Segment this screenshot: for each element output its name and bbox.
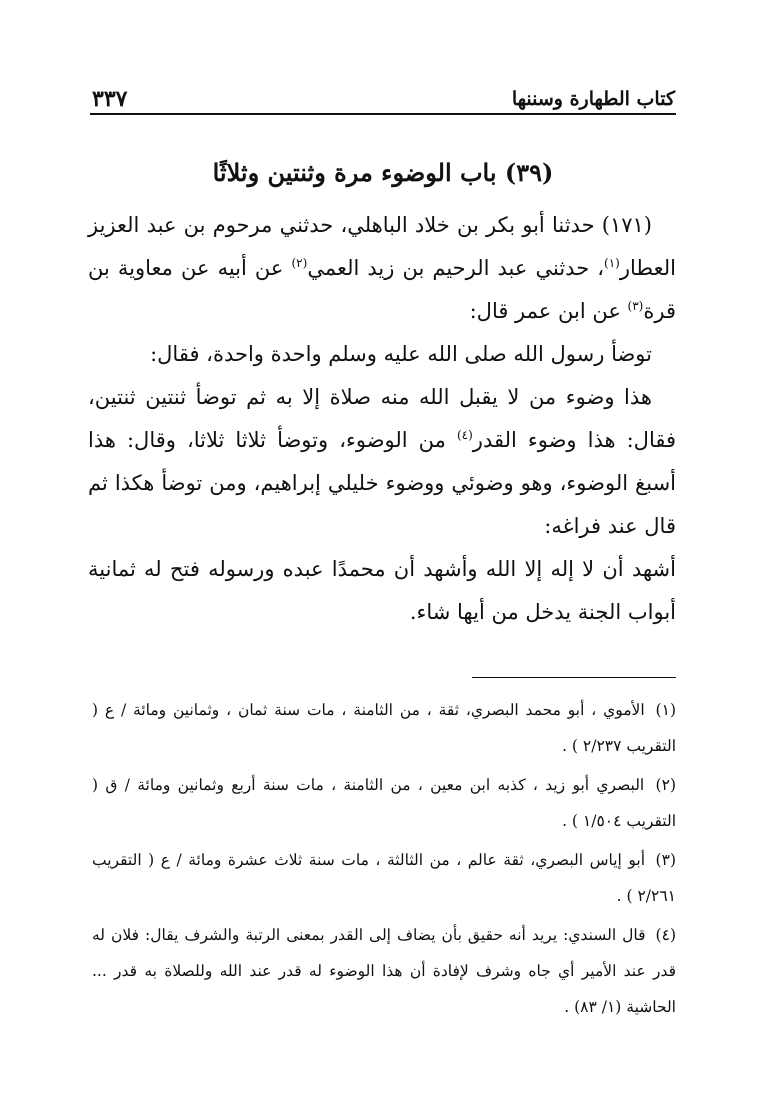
footnote-ref-4[interactable]: (٤) [456,428,473,442]
chapter-heading: (٣٩) باب الوضوء مرة وثنتين وثلاثًا [212,158,554,187]
footnote-text: الأموي ، أبو محمد البصري، ثقة ، من الثامنة ، مات سنة ثمان ، وثمانين ومائة / ع ( التقريب ٢/٢٣٧ ) . [92,701,676,755]
running-header [92,86,675,112]
hadith-text [88,204,676,634]
page-number: ٣٣٧ [92,86,128,112]
footnote-separator [472,677,676,678]
footnote-text: قال السندي: يريد أنه حقيق بأن يضاف إلى القدر بمعنى الرتبة والشرف يقال: فلان له قدر عند الأمير أي جاه وشرف لإفادة أن هذا الوضوء له قدر عند الله وللصلاة به قدر ... الحاشية (١/ ٨٣) . [92,926,676,1016]
footnote-ref-1[interactable]: (١) [604,256,620,270]
footnote-text: أبو إياس البصري، ثقة عالم ، من الثالثة ، مات سنة ثلاث عشرة ومائة / ع ( التقريب ٢/٢٦١ ) . [92,851,676,905]
isnad-paragraph: (١٧١) حدثنا أبو بكر بن خلاد الباهلي، حدثني مرحوم بن عبد العزيز العطار$^{(١)}$، حدثني عبد الرحيم بن زيد العمي$^{(٢)}$ عن أبيه عن معاوية بن قرة$^{(٣)}$ عن ابن عمر قال: [88,213,676,323]
matn-paragraph-1: توضأ رسول الله صلى الله عليه وسلم واحدة واحدة، فقال: [150,342,652,366]
footnote-ref-3[interactable]: (٣) [627,299,644,313]
footnote-number: (٣) [655,851,676,869]
footnote-4 [92,917,676,1025]
matn-paragraph-2: هذا وضوء من لا يقبل الله منه صلاة إلا به ثم توضأ ثنتين ثنتين، فقال: هذا وضوء القدر$^{(٤)}$ من الوضوء، وتوضأ ثلاثا ثلاثا، وقال: هذا أسبغ الوضوء، وهو وضوئي ووضوء خليلي إبراهيم، ومن توضأ هكذا ثم قال عند فراغه: [88,385,677,538]
footnote-1 [92,692,676,764]
header-rule [90,113,676,115]
footnote-number: (٤) [655,926,676,944]
footnote-3 [92,842,676,914]
footnote-number: (٢) [655,776,676,794]
footnote-text: البصري أبو زيد ، كذبه ابن معين ، من الثامنة ، مات سنة أربع وثمانين ومائة / ق ( التقريب ١/٥٠٤ ) . [92,776,676,830]
footnote-2 [92,767,676,839]
matn-paragraph-3: أشهد أن لا إله إلا الله وأشهد أن محمدًا عبده ورسوله فتح له ثمانية أبواب الجنة يدخل من أيها شاء. [88,557,676,624]
footnote-number: (١) [655,701,676,719]
footnotes [92,692,676,1028]
footnote-ref-2[interactable]: (٢) [291,256,308,270]
running-title: كتاب الطهارة وسننها [511,88,675,110]
